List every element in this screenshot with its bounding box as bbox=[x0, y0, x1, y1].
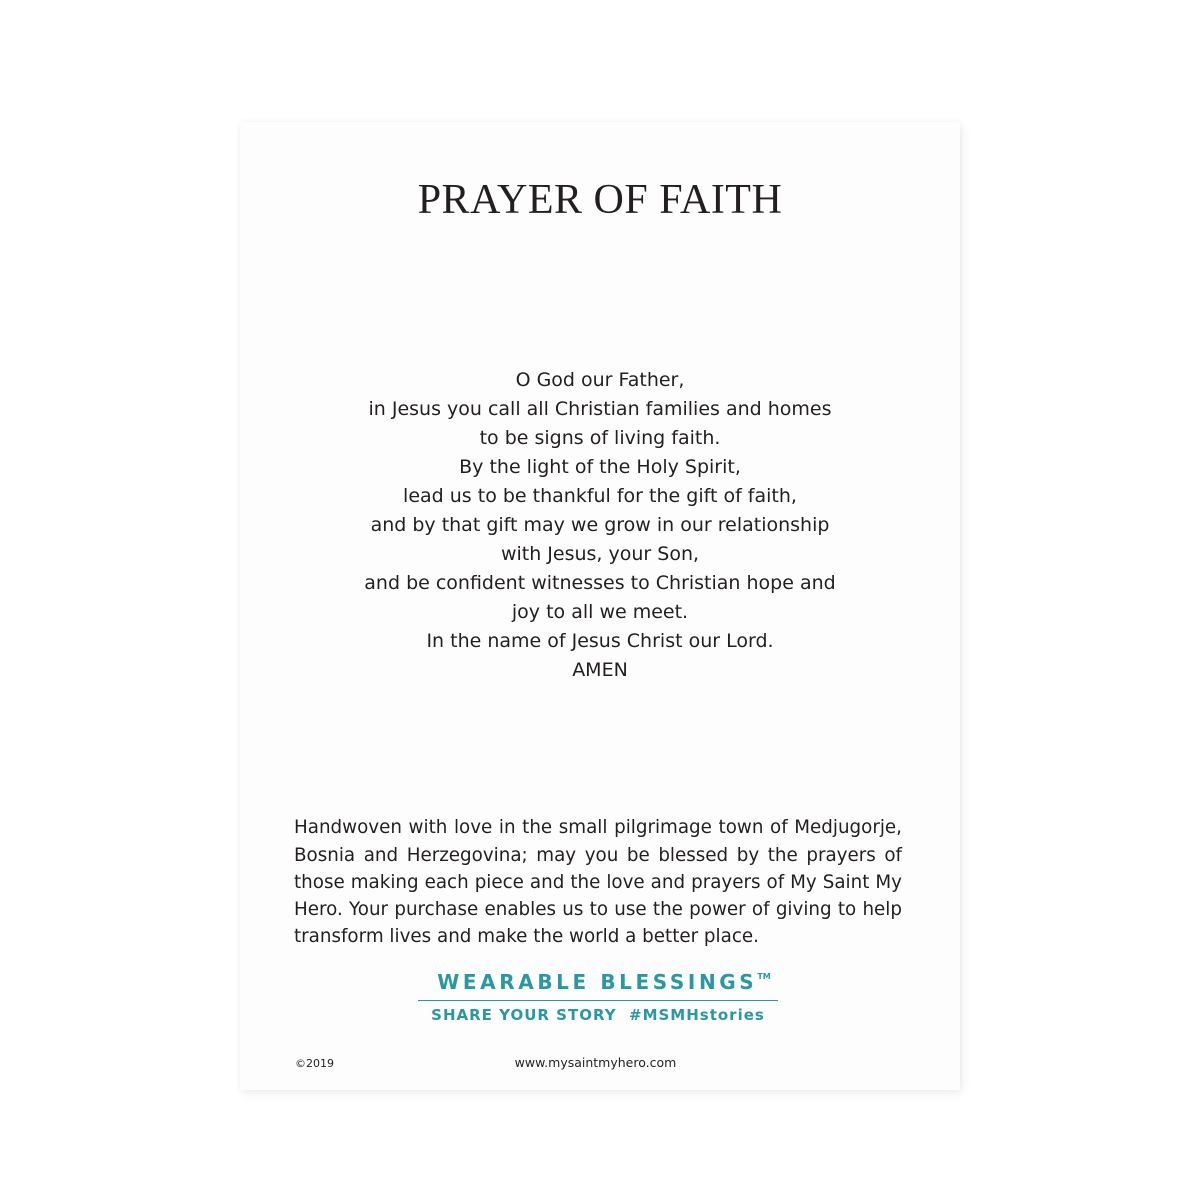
prayer-amen: AMEN bbox=[572, 659, 628, 681]
prayer-line: O God our Father, bbox=[515, 369, 685, 391]
prayer-line: to be signs of living faith. bbox=[479, 427, 721, 449]
prayer-line: in Jesus you call all Christian families and homes bbox=[368, 398, 832, 420]
trademark-mark: TM bbox=[757, 972, 771, 981]
prayer-line: lead us to be thankful for the gift of faith, bbox=[403, 485, 797, 507]
prayer-line: By the light of the Holy Spirit, bbox=[459, 456, 741, 478]
prayer-line: with Jesus, your Son, bbox=[500, 543, 700, 565]
prayer-line: and by that gift may we grow in our relationship bbox=[370, 514, 830, 536]
prayer-title: PRAYER OF FAITH bbox=[417, 177, 783, 223]
prayer-line: and be confident witnesses to Christian hope and bbox=[364, 572, 836, 594]
brand-block bbox=[418, 970, 790, 1024]
brand-name bbox=[437, 970, 770, 994]
brand-divider bbox=[418, 1000, 778, 1001]
product-description: Handwoven with love in the small pilgrimage town of Medjugorje, Bosnia and Herzegovina; may you be blessed by the prayers of those making each piece and the love and prayers of My Saint My Hero. Your purchase enables us to use the power of giving to help transform lives and make the world a better place. bbox=[294, 817, 902, 948]
prayer-line: In the name of Jesus Christ our Lord. bbox=[426, 630, 774, 652]
website-link[interactable]: www.mysaintmyhero.com bbox=[514, 1055, 677, 1070]
brand-tagline bbox=[418, 1006, 778, 1024]
tagline-text: SHARE YOUR STORY #MSMHstories bbox=[431, 1006, 765, 1024]
brand-name-text: WEARABLE BLESSINGS bbox=[437, 970, 758, 994]
prayer-line: joy to all we meet. bbox=[511, 601, 689, 623]
prayer-text bbox=[0, 366, 1200, 685]
copyright-notice: ©2019 bbox=[295, 1057, 334, 1070]
